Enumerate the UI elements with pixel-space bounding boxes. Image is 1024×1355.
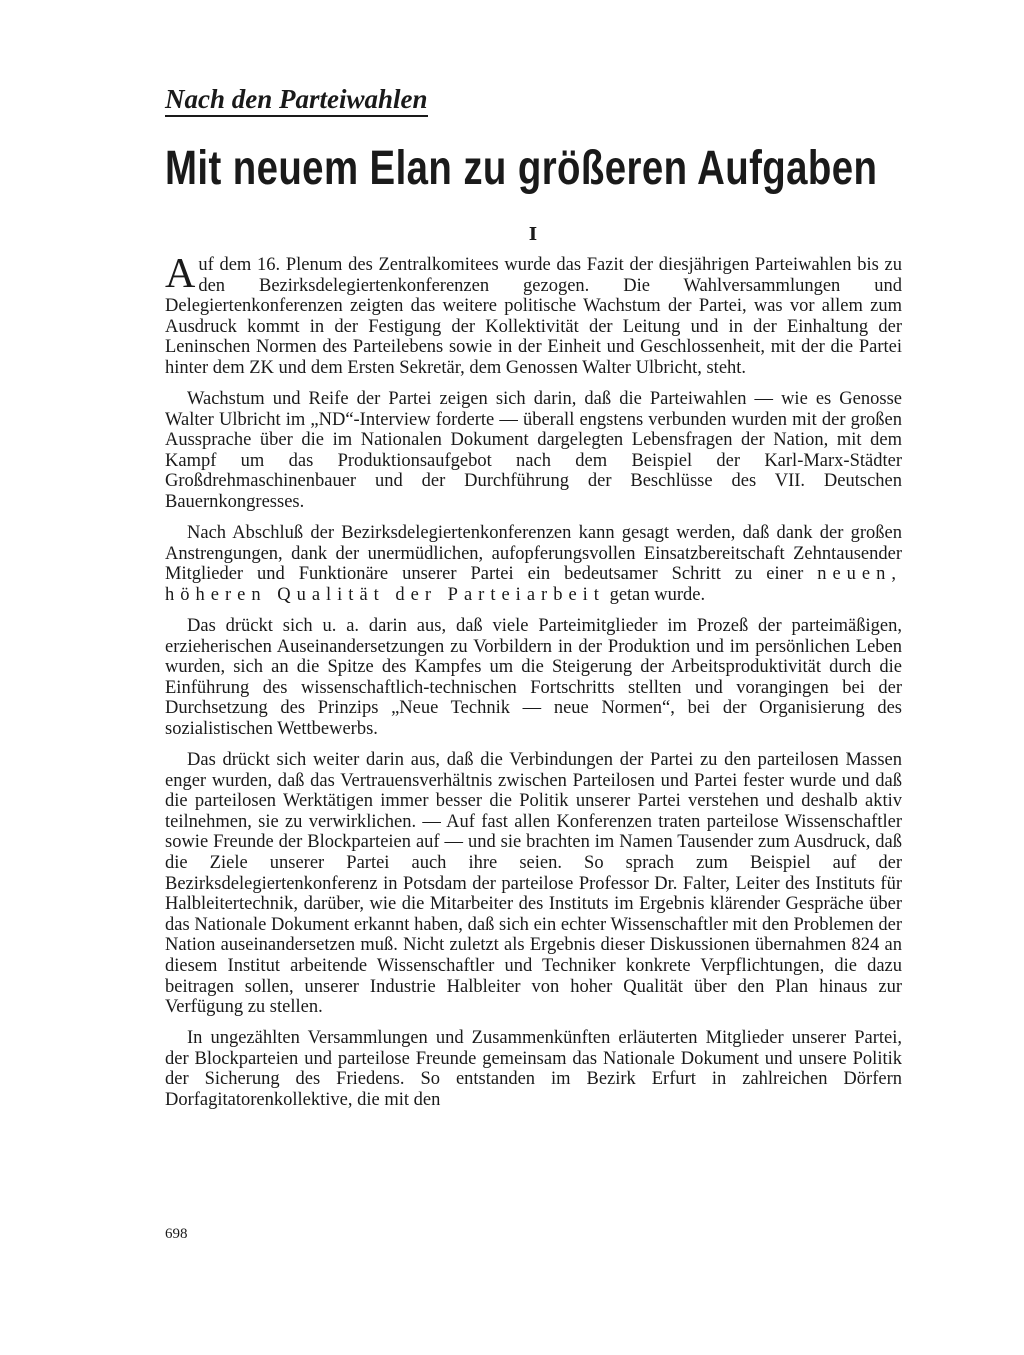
section-kicker: Nach den Parteiwahlen [165,84,428,117]
section-number: I [528,224,538,245]
drop-cap: A [165,251,196,297]
paragraph-1-text: uf dem 16. Plenum des Zentralkomitees wurde das Fazit der diesjährigen Parteiwahlen bis zu den Bezirksdelegiertenkonferenzen gezogen. Die Wahlversammlungen und Delegiertenkonferenzen zeigten das weitere politische Wachstum der Partei, was vor allem zum Ausdruck kommt in der Festigung der Kollektivität der Leitung und in der Einhaltung der Leninschen Normen des Parteilebens sowie in der Einheit und Geschlossenheit, mit der die Partei hinter dem ZK und dem Ersten Sekretär, dem Genossen Walter Ulbricht, steht. [165,255,902,378]
paragraph-6: In ungezählten Versammlungen und Zusammenkünften erläuterten Mitglieder unserer Partei, der Blockparteien und parteilose Freunde gemeinsam das Nationale Dokument und unsere Politik der Sicherung des Friedens. So entstanden im Bezirk Erfurt in zahlreichen Dörfern Dorfagitatorenkollektive, die mit den [165,1028,902,1111]
paragraph-4: Das drückt sich u. a. darin aus, daß viele Parteimitglieder im Prozeß der parteimäßigen, erzieherischen Auseinandersetzungen zu Vorbildern in der Produktion und im persönlichen Leben wurden, sich an die Spitze des Kampfes um die Steigerung der Arbeitsproduktivität durch die Einführung des wissenschaftlich-technischen Fortschritts stellten und vorangingen bei der Durchsetzung des Prinzips „Neue Technik — neue Normen“, bei der Organisierung des sozialistischen Wettbewerbs. [165,616,902,739]
paragraph-3-start: Nach Abschluß der Bezirksdelegiertenkonferenzen kann gesagt werden, daß dank der großen Anstrengungen, dank der unermüdlichen, aufopferungsvollen Einsatzbereitschaft Zehntausender Mitglieder und Funktionäre unserer Partei ein bedeutsamer Schritt zu einer [165,523,902,585]
article-body [165,251,902,1121]
paragraph-5: Das drückt sich weiter darin aus, daß die Verbindungen der Partei zu den parteilosen Massen enger wurden, daß das Vertrauensverhältnis zwischen Parteilosen und Partei fester wurde und daß die parteilosen Werktätigen immer besser die Politik unserer Partei verstehen und deshalb aktiv teilnehmen, sie zu verwirklichen. — Auf fast allen Konferenzen traten parteilose Wissenschaftler sowie Freunde der Blockparteien auf — und sie brachten im Namen Tausender zum Ausdruck, daß die Ziele unserer Partei auch ihre seien. So sprach zum Beispiel auf der Bezirksdelegiertenkonferenz in Potsdam der parteilose Professor Dr. Falter, Leiter des Instituts für Halbleitertechnik, darüber, wie die Mitarbeiter des Instituts im Ergebnis klärender Gespräche über das Nationale Dokument erkannt haben, daß sich ein echter Wissenschaftler mit den Problemen der Nation auseinandersetzen muß. Nicht zuletzt als Ergebnis dieser Diskussionen übernahmen 824 an diesem Institut arbeitende Wissenschaftler und Techniker konkrete Verpflichtungen, die dazu beitragen sollen, unserer Industrie Halbleiter von hoher Qualität über den Plan hinaus zur Verfügung zu stellen. [165,750,902,1018]
page-number: 698 [165,1226,188,1242]
article-headline: Mit neuem Elan zu größeren Aufgaben [165,142,878,195]
paragraph-3-end: getan wurde. [604,584,706,605]
paragraph-2: Wachstum und Reife der Partei zeigen sich darin, daß die Parteiwahlen — wie es Genosse Walter Ulbricht im „ND“-Interview forderte — überall engstens verbunden wurden mit der großen Aussprache über die im Nationalen Dokument dargelegten Lebensfragen der Nation, mit dem Kampf um das Produktionsaufgebot nach dem Beispiel der Karl-Marx-Städter Großdrehmaschinenbauer und der Durchführung der Beschlüsse des VII. Deutschen Bauernkongresses. [165,389,902,513]
paragraph-3 [165,523,902,605]
paragraph-1 [165,251,902,379]
paragraph-3-emphasis: neuen, höheren Qualität der Parteiarbeit [165,564,902,605]
